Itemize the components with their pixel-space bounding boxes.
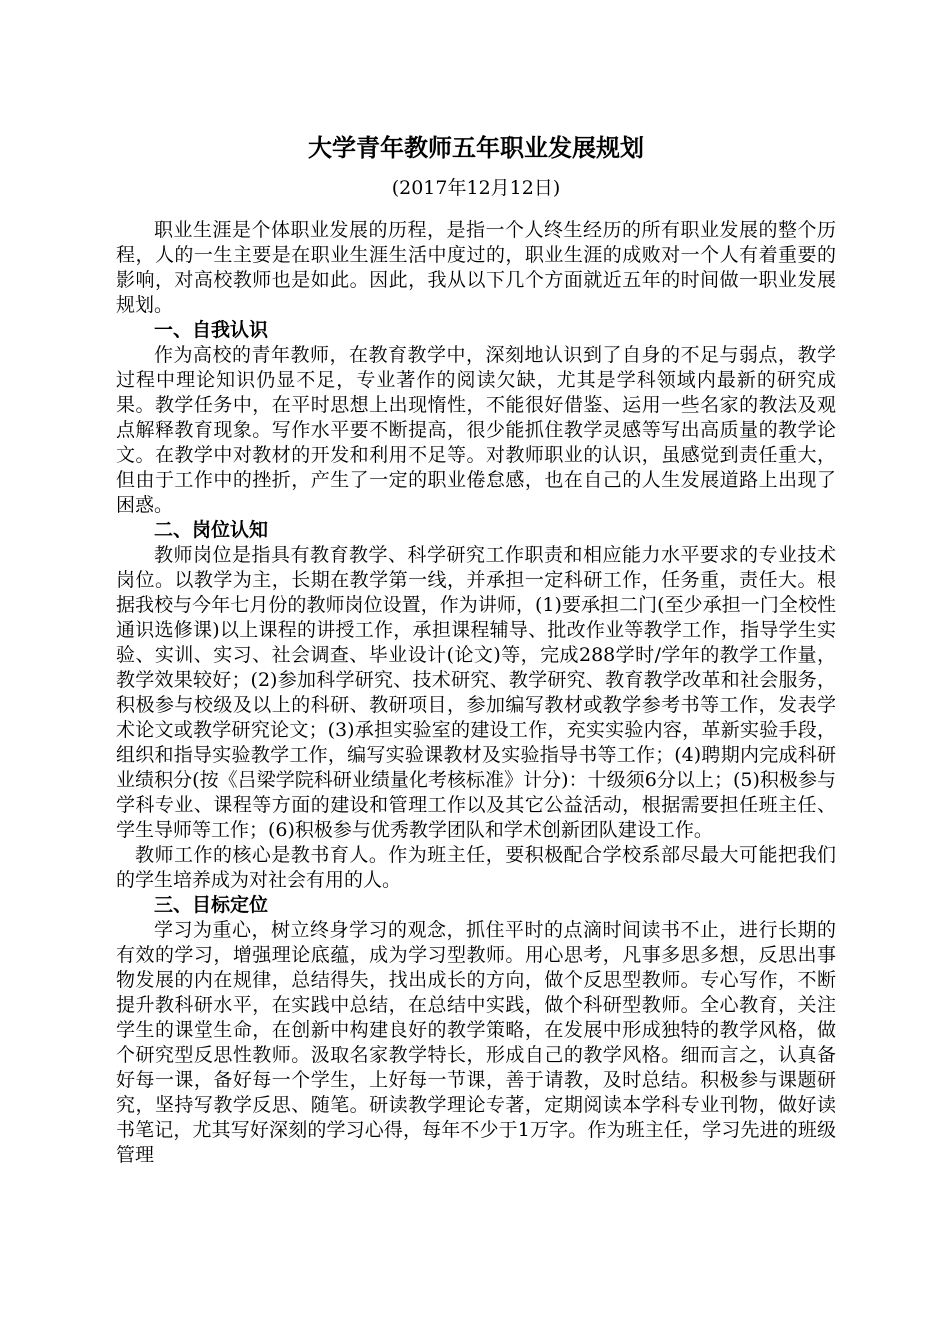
intro-paragraph: 职业生涯是个体职业发展的历程，是指一个人终生经历的所有职业发展的整个历程，人的一生主要是在职业生涯生活中度过的，职业生涯的成败对一个人有着重要的影响，对高校教师也是如此。因此，我从以下几个方面就近五年的时间做一职业发展规划。 bbox=[116, 219, 836, 316]
section-heading-post-cognition: 二、岗位认知 bbox=[154, 519, 269, 541]
section-paragraph: 学习为重心，树立终身学习的观念，抓住平时的点滴时间读书不止，进行长期的有效的学习，增强理论底蕴，成为学习型教师。用心思考，凡事多思多想，反思出事物发展的内在规律，总结得失，找出成长的方向，做个反思型教师。专心写作，不断提升教科研水平，在实践中总结，在总结中实践，做个科研型教师。全心教育，关注学生的课堂生命，在创新中构建良好的教学策略，在发展中形成独特的教学风格，做个研究型反思性教师。汲取名家教学特长，形成自己的教学风格。细而言之，认真备好每一课，备好每一个学生，上好每一节课，善于请教，及时总结。积极参与课题研究，坚持写教学反思、随笔。研读教学理论专著，定期阅读本学科专业刊物，做好读书笔记，尤其写好深刻的学习心得，每年不少于1万字。作为班主任，学习先进的班级管理 bbox=[116, 919, 836, 1166]
document-date: (2017年12月12日) bbox=[391, 177, 561, 199]
section-heading-goal-positioning: 三、目标定位 bbox=[154, 894, 269, 916]
section-paragraph: 教师工作的核心是教书育人。作为班主任，要积极配合学校系部尽最大可能把我们的学生培养成为对社会有用的人。 bbox=[116, 844, 836, 891]
section-heading-self-knowledge: 一、自我认识 bbox=[154, 319, 269, 341]
section-paragraph: 教师岗位是指具有教育教学、科学研究工作职责和相应能力水平要求的专业技术岗位。以教学为主，长期在教学第一线，并承担一定科研工作，任务重，责任大。根据我校与今年七月份的教师岗位设置，作为讲师，(1)要承担二门(至少承担一门全校性通识选修课)以上课程的讲授工作，承担课程辅导、批改作业等教学工作，指导学生实验、实训、实习、社会调查、毕业设计(论文)等，完成288学时/学年的教学工作量，教学效果较好；(2)参加科学研究、技术研究、教学研究、教育教学改革和社会服务，积极参与校级及以上的科研、教研项目，参加编写教材或教学参考书等工作，发表学术论文或教学研究论文；(3)承担实验室的建设工作，充实实验内容，革新实验手段，组织和指导实验教学工作，编写实验课教材及实验指导书等工作；(4)聘期内完成科研业绩积分(按《吕梁学院科研业绩量化考核标准》计分)：十级须6分以上；(5)积极参与学科专业、课程等方面的建设和管理工作以及其它公益活动，根据需要担任班主任、学生导师等工作；(6)积极参与优秀教学团队和学术创新团队建设工作。 bbox=[116, 544, 836, 841]
document-page bbox=[116, 128, 836, 1168]
section-paragraph: 作为高校的青年教师，在教育教学中，深刻地认识到了自身的不足与弱点，教学过程中理论知识仍显不足，专业著作的阅读欠缺，尤其是学科领域内最新的研究成果。教学任务中，在平时思想上出现惰性，不能很好借鉴、运用一些名家的教法及观点解释教育现象。写作水平要不断提高，很少能抓住教学灵感等写出高质量的教学论文。在教学中对教材的开发和利用不足等。对教师职业的认识，虽感觉到责任重大，但由于工作中的挫折，产生了一定的职业倦怠感，也在自己的人生发展道路上出现了困惑。 bbox=[116, 344, 836, 516]
document-title: 大学青年教师五年职业发展规划 bbox=[308, 133, 644, 162]
